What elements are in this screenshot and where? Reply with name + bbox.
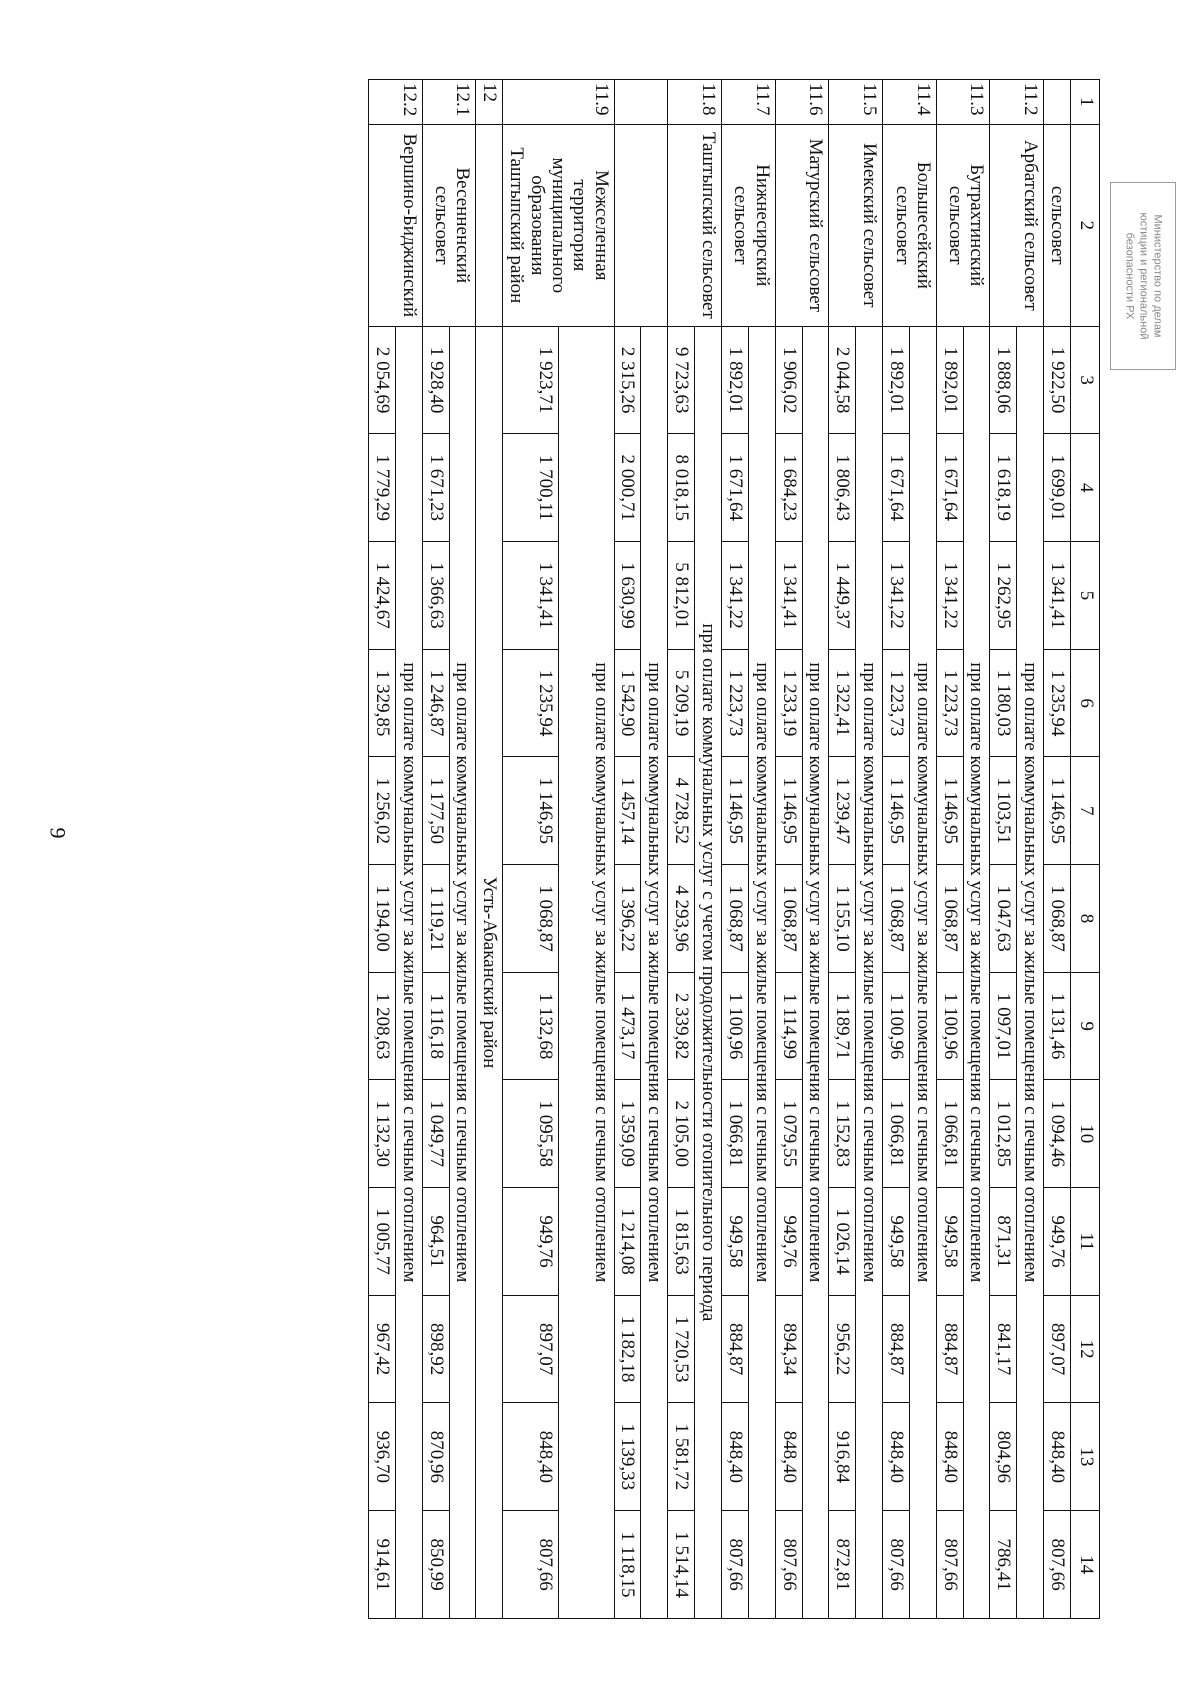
value-cell: 1 329,85 (369, 649, 396, 757)
value-cell: 949,58 (883, 1188, 910, 1296)
value-cell: 807,66 (883, 1511, 910, 1619)
settlement-name: Бутрахтинский сельсовет (936, 124, 990, 326)
value-cell: 884,87 (883, 1295, 910, 1403)
section-row (449, 80, 476, 1619)
value-cell: 1 068,87 (722, 865, 749, 973)
value-cell: 1 922,50 (1044, 326, 1071, 434)
value-cell: 5 812,01 (668, 542, 695, 650)
value-cell: 1 132,68 (503, 972, 559, 1080)
value-cell: 1 671,64 (936, 434, 963, 542)
value-cell: 1 119,21 (422, 865, 449, 973)
value-cell: 848,40 (1044, 1403, 1071, 1511)
value-cell: 1 066,81 (883, 1080, 910, 1188)
value-cell: 1 542,90 (614, 649, 641, 757)
value-cell: 1 214,08 (614, 1188, 641, 1296)
tariff-condition: при оплате коммунальных услуг за жилые помещения с печным отоплением (559, 326, 615, 1618)
value-cell: 1 700,11 (503, 434, 559, 542)
value-cell: 1 118,15 (614, 1511, 641, 1619)
column-number: 13 (1071, 1403, 1100, 1511)
column-number: 10 (1071, 1080, 1100, 1188)
settlement-name: Вершино-Биджинский (369, 124, 423, 326)
value-cell: 1 581,72 (668, 1403, 695, 1511)
region-title: Усть-Абаканский район (476, 326, 503, 1618)
value-cell: 1 341,22 (936, 542, 963, 650)
section-row (802, 80, 829, 1619)
value-cell: 1 182,18 (614, 1295, 641, 1403)
value-cell: 872,81 (829, 1511, 856, 1619)
value-cell: 850,99 (422, 1511, 449, 1619)
value-cell: 1 005,77 (369, 1188, 396, 1296)
column-number: 14 (1071, 1511, 1100, 1619)
value-cell: 1 066,81 (722, 1080, 749, 1188)
value-cell: 807,66 (722, 1511, 749, 1619)
value-cell: 1 223,73 (722, 649, 749, 757)
value-cell: 2 054,69 (369, 326, 396, 434)
value-cell: 1 815,63 (668, 1188, 695, 1296)
value-cell: 1 906,02 (775, 326, 802, 434)
value-cell: 1 928,40 (422, 326, 449, 434)
column-number-row (1071, 80, 1100, 1619)
value-cell: 1 114,99 (775, 972, 802, 1080)
value-cell: 1 100,96 (883, 972, 910, 1080)
value-cell: 1 671,64 (883, 434, 910, 542)
section-row (963, 80, 990, 1619)
column-number: 11 (1071, 1188, 1100, 1296)
section-row (1017, 80, 1044, 1619)
value-cell: 884,87 (936, 1295, 963, 1403)
value-cell: 916,84 (829, 1403, 856, 1511)
settlement-name: Матурский сельсовет (775, 124, 829, 326)
value-cell: 1 066,81 (936, 1080, 963, 1188)
settlement-name: сельсовет (1044, 124, 1071, 326)
value-cell: 1 103,51 (990, 757, 1017, 865)
section-row (395, 80, 422, 1619)
value-cell: 2 315,26 (614, 326, 641, 434)
value-cell: 1 026,14 (829, 1188, 856, 1296)
row-index: 11.8 (668, 80, 722, 125)
value-cell: 1 424,67 (369, 542, 396, 650)
value-cell: 1 699,01 (1044, 434, 1071, 542)
settlement-name: Арбатский сельсовет (990, 124, 1044, 326)
row-index: 12.2 (369, 80, 423, 125)
value-cell: 807,66 (775, 1511, 802, 1619)
value-cell: 1 152,83 (829, 1080, 856, 1188)
value-cell: 949,76 (1044, 1188, 1071, 1296)
value-cell: 1 341,41 (775, 542, 802, 650)
value-cell: 1 262,95 (990, 542, 1017, 650)
value-cell: 1 630,99 (614, 542, 641, 650)
tariff-condition: при оплате коммунальных услуг за жилые помещения с печным отоплением (395, 326, 422, 1618)
value-cell: 8 018,15 (668, 434, 695, 542)
value-cell: 1 888,06 (990, 326, 1017, 434)
settlement-name-empty (476, 124, 503, 326)
value-cell: 1 068,87 (503, 865, 559, 973)
value-cell: 1 047,63 (990, 865, 1017, 973)
value-cell: 1 457,14 (614, 757, 641, 865)
row-index: 11.9 (503, 80, 614, 125)
value-cell: 1 239,47 (829, 757, 856, 865)
value-cell: 1 322,41 (829, 649, 856, 757)
value-cell: 807,66 (1044, 1511, 1071, 1619)
value-cell: 2 000,71 (614, 434, 641, 542)
tariff-condition: при оплате коммунальных услуг за жилые помещения с печным отоплением (748, 326, 775, 1618)
section-row (748, 80, 775, 1619)
value-cell: 870,96 (422, 1403, 449, 1511)
value-cell: 1 341,41 (503, 542, 559, 650)
tariff-condition: при оплате коммунальных услуг за жилые помещения с печным отоплением (449, 326, 476, 1618)
value-cell: 1 049,77 (422, 1080, 449, 1188)
row-index: 12.1 (422, 80, 476, 125)
value-cell: 1 100,96 (936, 972, 963, 1080)
value-cell: 1 671,23 (422, 434, 449, 542)
row-index: 11.2 (990, 80, 1044, 125)
section-row (695, 80, 722, 1619)
section-row (641, 80, 668, 1619)
value-cell: 898,92 (422, 1295, 449, 1403)
settlement-name: Межселенная территория муниципального образования Таштыпский район (503, 124, 614, 326)
value-cell: 2 339,82 (668, 972, 695, 1080)
stamp-line-3: безопасности РХ (1124, 232, 1137, 320)
value-cell: 1 618,19 (990, 434, 1017, 542)
value-cell: 1 923,71 (503, 326, 559, 434)
value-cell: 786,41 (990, 1511, 1017, 1619)
value-cell: 1 146,95 (503, 757, 559, 865)
settlement-name: Таштыпский сельсовет (668, 124, 722, 326)
value-cell: 1 146,95 (1044, 757, 1071, 865)
value-cell: 4 728,52 (668, 757, 695, 865)
value-cell: 964,51 (422, 1188, 449, 1296)
settlement-name: Нижнесирский сельсовет (722, 124, 776, 326)
column-number: 3 (1071, 326, 1100, 434)
value-cell: 1 473,17 (614, 972, 641, 1080)
tariff-condition: при оплате коммунальных услуг за жилые помещения с печным отоплением (641, 326, 668, 1618)
value-cell: 1 235,94 (503, 649, 559, 757)
tariff-condition: при оплате коммунальных услуг за жилые помещения с печным отоплением (909, 326, 936, 1618)
value-cell: 1 720,53 (668, 1295, 695, 1403)
value-cell: 1 449,37 (829, 542, 856, 650)
value-cell: 1 684,23 (775, 434, 802, 542)
region-row (476, 80, 503, 1619)
value-cell: 1 116,18 (422, 972, 449, 1080)
row-index: 11.6 (775, 80, 829, 125)
settlement-name: Большесейский сельсовет (883, 124, 937, 326)
row-index-empty (614, 80, 668, 125)
value-cell: 1 094,46 (1044, 1080, 1071, 1188)
value-cell: 1 256,02 (369, 757, 396, 865)
value-cell: 1 892,01 (883, 326, 910, 434)
stamp-line-1: Министерство по делам (1151, 214, 1164, 338)
stamp-line-2: юстиции и региональной (1137, 212, 1150, 340)
column-number: 4 (1071, 434, 1100, 542)
value-cell: 848,40 (883, 1403, 910, 1511)
row-index: 11.4 (883, 80, 937, 125)
value-cell: 1 095,58 (503, 1080, 559, 1188)
value-cell: 807,66 (936, 1511, 963, 1619)
value-cell: 884,87 (722, 1295, 749, 1403)
value-cell: 1 146,95 (936, 757, 963, 865)
table-row (1044, 80, 1071, 1619)
value-cell: 1 189,71 (829, 972, 856, 1080)
column-number: 7 (1071, 757, 1100, 865)
column-number: 9 (1071, 972, 1100, 1080)
value-cell: 1 892,01 (936, 326, 963, 434)
value-cell: 956,22 (829, 1295, 856, 1403)
value-cell: 914,61 (369, 1511, 396, 1619)
registration-stamp (1110, 182, 1176, 370)
value-cell: 1 097,01 (990, 972, 1017, 1080)
value-cell: 1 068,87 (775, 865, 802, 973)
section-row (909, 80, 936, 1619)
page-number: 9 (45, 827, 71, 839)
table-body (369, 80, 1100, 1619)
tariff-condition: при оплате коммунальных услуг за жилые помещения с печным отоплением (856, 326, 883, 1618)
value-cell: 804,96 (990, 1403, 1017, 1511)
row-index: 11.7 (722, 80, 776, 125)
value-cell: 1 146,95 (883, 757, 910, 865)
value-cell: 967,42 (369, 1295, 396, 1403)
tariff-condition: при оплате коммунальных услуг за жилые помещения с печным отоплением (802, 326, 829, 1618)
value-cell: 841,17 (990, 1295, 1017, 1403)
value-cell: 1 341,41 (1044, 542, 1071, 650)
value-cell: 5 209,19 (668, 649, 695, 757)
tariff-condition: при оплате коммунальных услуг за жилые помещения с печным отоплением (963, 326, 990, 1618)
value-cell: 897,07 (1044, 1295, 1071, 1403)
value-cell: 1 246,87 (422, 649, 449, 757)
value-cell: 848,40 (936, 1403, 963, 1511)
column-number: 2 (1071, 124, 1100, 326)
value-cell: 949,76 (503, 1188, 559, 1296)
value-cell: 1 155,10 (829, 865, 856, 973)
value-cell: 1 131,46 (1044, 972, 1071, 1080)
column-number: 6 (1071, 649, 1100, 757)
value-cell: 1 012,85 (990, 1080, 1017, 1188)
value-cell: 1 341,22 (883, 542, 910, 650)
value-cell: 1 779,29 (369, 434, 396, 542)
value-cell: 1 146,95 (722, 757, 749, 865)
value-cell: 1 068,87 (936, 865, 963, 973)
value-cell: 1 514,14 (668, 1511, 695, 1619)
value-cell: 1 100,96 (722, 972, 749, 1080)
row-index: 12 (476, 80, 503, 125)
value-cell: 1 208,63 (369, 972, 396, 1080)
value-cell: 1 146,95 (775, 757, 802, 865)
section-row (559, 80, 615, 1619)
row-index (1044, 80, 1071, 125)
rotated-page-content (100, 79, 1100, 1619)
value-cell: 1 396,22 (614, 865, 641, 973)
value-cell: 1 223,73 (883, 649, 910, 757)
value-cell: 897,07 (503, 1295, 559, 1403)
column-number: 12 (1071, 1295, 1100, 1403)
value-cell: 9 723,63 (668, 326, 695, 434)
tariff-condition: при оплате коммунальных услуг с учетом продолжительности отопительного периода (695, 326, 722, 1618)
value-cell: 1 806,43 (829, 434, 856, 542)
value-cell: 1 223,73 (936, 649, 963, 757)
value-cell: 949,76 (775, 1188, 802, 1296)
value-cell: 1 235,94 (1044, 649, 1071, 757)
column-number: 5 (1071, 542, 1100, 650)
value-cell: 4 293,96 (668, 865, 695, 973)
value-cell: 1 177,50 (422, 757, 449, 865)
tariff-table (368, 79, 1100, 1619)
settlement-name: Имекский сельсовет (829, 124, 883, 326)
section-row (856, 80, 883, 1619)
value-cell: 949,58 (722, 1188, 749, 1296)
value-cell: 949,58 (936, 1188, 963, 1296)
value-cell: 1 194,00 (369, 865, 396, 973)
value-cell: 848,40 (775, 1403, 802, 1511)
value-cell: 894,34 (775, 1295, 802, 1403)
tariff-condition: при оплате коммунальных услуг за жилые помещения с печным отоплением (1017, 326, 1044, 1618)
value-cell: 2 105,00 (668, 1080, 695, 1188)
value-cell: 1 139,33 (614, 1403, 641, 1511)
value-cell: 848,40 (503, 1403, 559, 1511)
value-cell: 1 079,55 (775, 1080, 802, 1188)
value-cell: 1 180,03 (990, 649, 1017, 757)
value-cell: 1 341,22 (722, 542, 749, 650)
column-number: 1 (1071, 80, 1100, 125)
value-cell: 848,40 (722, 1403, 749, 1511)
value-cell: 807,66 (503, 1511, 559, 1619)
value-cell: 1 892,01 (722, 326, 749, 434)
row-index: 11.3 (936, 80, 990, 125)
value-cell: 1 671,64 (722, 434, 749, 542)
settlement-name-empty (614, 124, 668, 326)
row-index: 11.5 (829, 80, 883, 125)
value-cell: 936,70 (369, 1403, 396, 1511)
value-cell: 1 366,63 (422, 542, 449, 650)
value-cell: 1 068,87 (883, 865, 910, 973)
value-cell: 1 068,87 (1044, 865, 1071, 973)
value-cell: 1 233,19 (775, 649, 802, 757)
settlement-name: Весенненский сельсовет (422, 124, 476, 326)
value-cell: 1 132,30 (369, 1080, 396, 1188)
column-number: 8 (1071, 865, 1100, 973)
value-cell: 1 359,09 (614, 1080, 641, 1188)
value-cell: 2 044,58 (829, 326, 856, 434)
value-cell: 871,31 (990, 1188, 1017, 1296)
